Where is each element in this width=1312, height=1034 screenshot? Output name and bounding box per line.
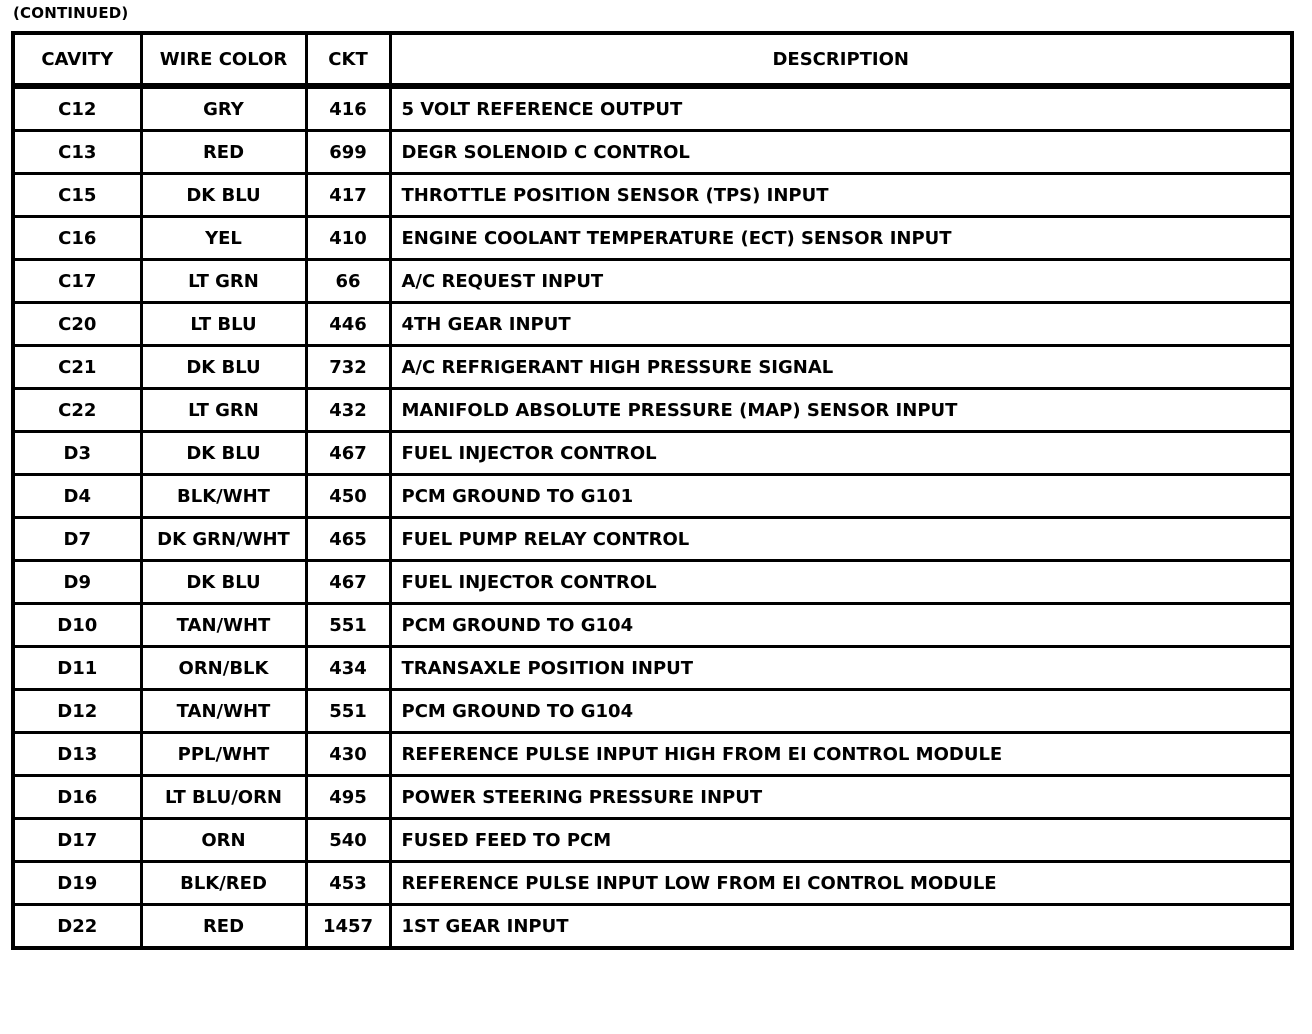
- cell-cavity: D4: [13, 475, 141, 518]
- table-row: [13, 217, 1292, 260]
- table-row: [13, 303, 1292, 346]
- cell-ckt: 417: [306, 174, 390, 217]
- cell-ckt: 66: [306, 260, 390, 303]
- table-row: [13, 346, 1292, 389]
- table-row: [13, 733, 1292, 776]
- cell-cavity: C20: [13, 303, 141, 346]
- cell-wire-color: DK BLU: [141, 432, 306, 475]
- cell-wire-color: LT GRN: [141, 389, 306, 432]
- cell-wire-color: BLK/RED: [141, 862, 306, 905]
- cell-wire-color: ORN/BLK: [141, 647, 306, 690]
- table-row: [13, 862, 1292, 905]
- table-row: [13, 518, 1292, 561]
- cell-ckt: 410: [306, 217, 390, 260]
- cell-cavity: D13: [13, 733, 141, 776]
- cell-ckt: 416: [306, 86, 390, 131]
- cell-description: PCM GROUND TO G101: [390, 475, 1292, 518]
- cell-description: MANIFOLD ABSOLUTE PRESSURE (MAP) SENSOR INPUT: [390, 389, 1292, 432]
- cell-description: POWER STEERING PRESSURE INPUT: [390, 776, 1292, 819]
- cell-ckt: 467: [306, 561, 390, 604]
- cell-ckt: 450: [306, 475, 390, 518]
- cell-ckt: 1457: [306, 905, 390, 949]
- cell-wire-color: PPL/WHT: [141, 733, 306, 776]
- cell-description: ENGINE COOLANT TEMPERATURE (ECT) SENSOR INPUT: [390, 217, 1292, 260]
- table-row: [13, 432, 1292, 475]
- cell-description: TRANSAXLE POSITION INPUT: [390, 647, 1292, 690]
- connector-pinout-table: [11, 31, 1294, 950]
- cell-cavity: D11: [13, 647, 141, 690]
- cell-ckt: 467: [306, 432, 390, 475]
- cell-cavity: C21: [13, 346, 141, 389]
- table-row: [13, 776, 1292, 819]
- cell-description: FUSED FEED TO PCM: [390, 819, 1292, 862]
- cell-description: FUEL PUMP RELAY CONTROL: [390, 518, 1292, 561]
- cell-wire-color: TAN/WHT: [141, 690, 306, 733]
- cell-description: 5 VOLT REFERENCE OUTPUT: [390, 86, 1292, 131]
- column-header-cavity: CAVITY: [13, 33, 141, 86]
- cell-description: REFERENCE PULSE INPUT HIGH FROM EI CONTROL MODULE: [390, 733, 1292, 776]
- column-header-ckt: CKT: [306, 33, 390, 86]
- cell-wire-color: RED: [141, 905, 306, 949]
- cell-description: 4TH GEAR INPUT: [390, 303, 1292, 346]
- cell-ckt: 540: [306, 819, 390, 862]
- cell-wire-color: DK BLU: [141, 174, 306, 217]
- cell-description: FUEL INJECTOR CONTROL: [390, 561, 1292, 604]
- cell-wire-color: LT BLU/ORN: [141, 776, 306, 819]
- cell-wire-color: RED: [141, 131, 306, 174]
- table-row: [13, 905, 1292, 949]
- table-row: [13, 604, 1292, 647]
- cell-cavity: D19: [13, 862, 141, 905]
- cell-cavity: C15: [13, 174, 141, 217]
- cell-cavity: C13: [13, 131, 141, 174]
- cell-cavity: D22: [13, 905, 141, 949]
- cell-description: PCM GROUND TO G104: [390, 690, 1292, 733]
- cell-wire-color: DK BLU: [141, 346, 306, 389]
- table-row: [13, 131, 1292, 174]
- cell-description: A/C REFRIGERANT HIGH PRESSURE SIGNAL: [390, 346, 1292, 389]
- cell-wire-color: LT GRN: [141, 260, 306, 303]
- cell-ckt: 453: [306, 862, 390, 905]
- cell-cavity: C16: [13, 217, 141, 260]
- table-row: [13, 260, 1292, 303]
- cell-description: THROTTLE POSITION SENSOR (TPS) INPUT: [390, 174, 1292, 217]
- cell-wire-color: YEL: [141, 217, 306, 260]
- cell-cavity: D10: [13, 604, 141, 647]
- cell-cavity: C22: [13, 389, 141, 432]
- cell-wire-color: ORN: [141, 819, 306, 862]
- cell-cavity: D9: [13, 561, 141, 604]
- cell-description: 1ST GEAR INPUT: [390, 905, 1292, 949]
- cell-wire-color: GRY: [141, 86, 306, 131]
- table-row: [13, 475, 1292, 518]
- cell-ckt: 495: [306, 776, 390, 819]
- cell-ckt: 432: [306, 389, 390, 432]
- cell-wire-color: BLK/WHT: [141, 475, 306, 518]
- cell-ckt: 430: [306, 733, 390, 776]
- cell-ckt: 699: [306, 131, 390, 174]
- cell-description: FUEL INJECTOR CONTROL: [390, 432, 1292, 475]
- cell-cavity: D7: [13, 518, 141, 561]
- cell-wire-color: DK GRN/WHT: [141, 518, 306, 561]
- cell-description: A/C REQUEST INPUT: [390, 260, 1292, 303]
- cell-cavity: D16: [13, 776, 141, 819]
- cell-description: DEGR SOLENOID C CONTROL: [390, 131, 1292, 174]
- continued-label: (CONTINUED): [13, 4, 129, 22]
- cell-ckt: 732: [306, 346, 390, 389]
- table-row: [13, 86, 1292, 131]
- cell-description: PCM GROUND TO G104: [390, 604, 1292, 647]
- cell-wire-color: LT BLU: [141, 303, 306, 346]
- cell-cavity: D12: [13, 690, 141, 733]
- cell-description: REFERENCE PULSE INPUT LOW FROM EI CONTROL MODULE: [390, 862, 1292, 905]
- cell-wire-color: TAN/WHT: [141, 604, 306, 647]
- table-row: [13, 174, 1292, 217]
- cell-cavity: D3: [13, 432, 141, 475]
- column-header-wire-color: WIRE COLOR: [141, 33, 306, 86]
- cell-cavity: C17: [13, 260, 141, 303]
- table-row: [13, 389, 1292, 432]
- cell-ckt: 551: [306, 604, 390, 647]
- table-row: [13, 561, 1292, 604]
- cell-cavity: D17: [13, 819, 141, 862]
- column-header-description: DESCRIPTION: [390, 33, 1292, 86]
- cell-ckt: 551: [306, 690, 390, 733]
- table-header-row: [13, 33, 1292, 86]
- cell-ckt: 465: [306, 518, 390, 561]
- table-row: [13, 690, 1292, 733]
- table-body: [13, 86, 1292, 948]
- cell-ckt: 446: [306, 303, 390, 346]
- cell-cavity: C12: [13, 86, 141, 131]
- table-row: [13, 819, 1292, 862]
- cell-ckt: 434: [306, 647, 390, 690]
- table-row: [13, 647, 1292, 690]
- cell-wire-color: DK BLU: [141, 561, 306, 604]
